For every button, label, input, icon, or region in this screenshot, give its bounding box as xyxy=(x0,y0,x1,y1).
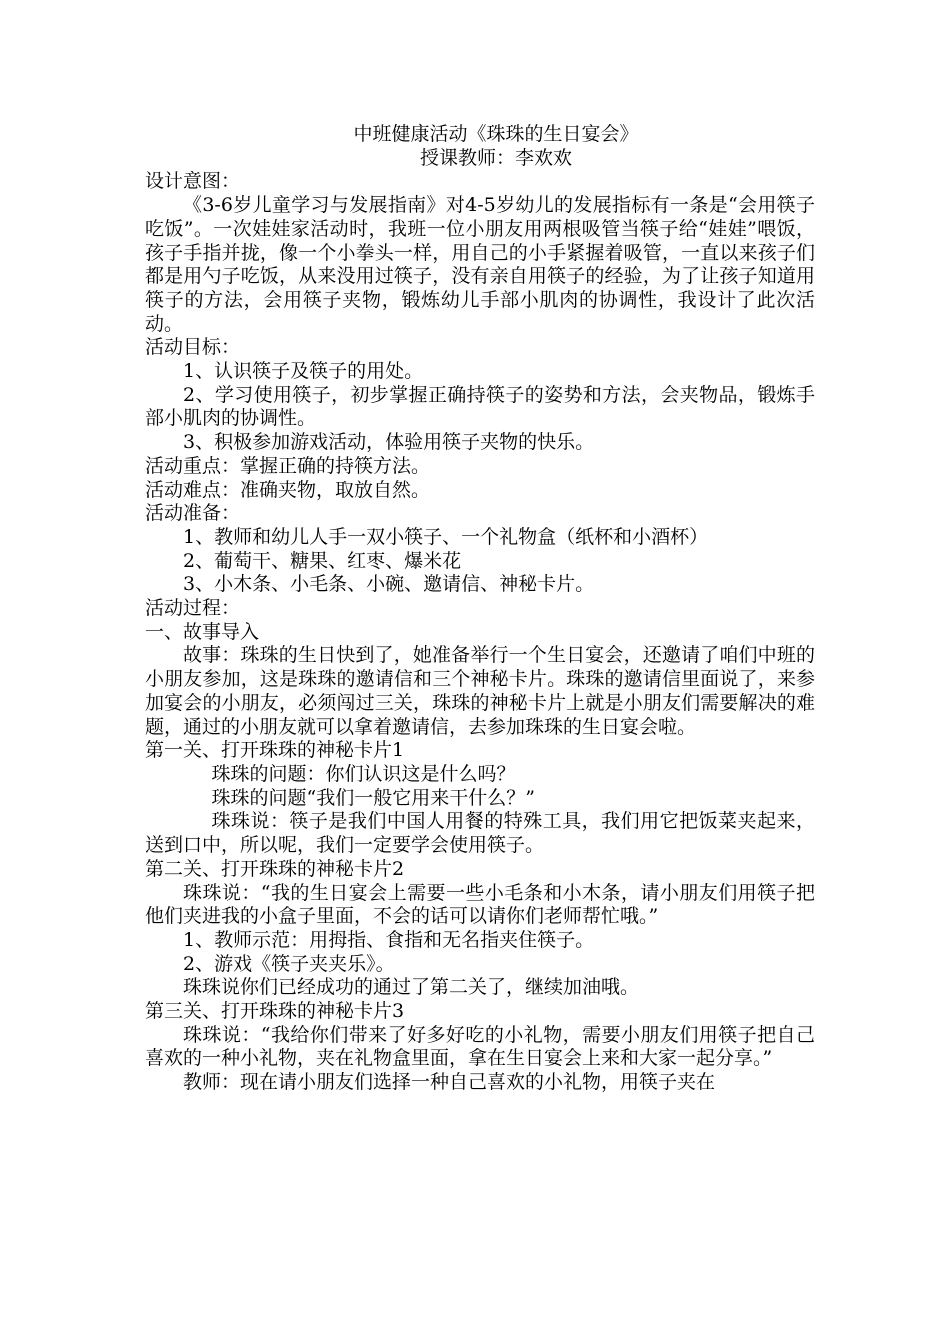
goals-heading: 活动目标： xyxy=(145,336,241,359)
goal-item-1: 1、认识筷子及筷子的用处。 xyxy=(183,360,424,383)
level-2-heading: 第二关、打开珠珠的神秘卡片2 xyxy=(145,857,405,880)
teacher-line: 授课教师：李欢欢 xyxy=(419,146,572,169)
level-1-heading: 第一关、打开珠珠的神秘卡片1 xyxy=(145,739,405,762)
level-2-step-2: 2、游戏《筷子夹夹乐》。 xyxy=(183,952,395,975)
difficulty-point: 活动难点：准确夹物，取放自然。 xyxy=(145,478,431,501)
key-point: 活动重点：掌握正确的持筷方法。 xyxy=(145,454,431,477)
design-paragraph: 《3-6岁儿童学习与发展指南》对4-5岁幼儿的发展指标有一条是“会用筷子吃饭”。一次娃娃家活动时，我班一位小朋友用两根吸管当筷子给“娃娃”喂饭，孩子手指并拢，像一个小拳头一样，用自己的小手紧握着吸管，一直以来孩子们都是用勺子吃饭，从来没用过筷子，没有亲自用筷子的经验，为了让孩子知道用筷子的方法，会用筷子夹物，锻炼幼儿手部小肌肉的协调性，我设计了此次活动。 xyxy=(145,194,815,335)
level-3-teacher-line: 教师：现在请小朋友们选择一种自己喜欢的小礼物，用筷子夹在 xyxy=(183,1071,716,1094)
section-heading-1: 一、故事导入 xyxy=(145,620,260,643)
goal-item-3: 3、积极参加游戏活动，体验用筷子夹物的快乐。 xyxy=(183,431,595,454)
level-3-heading: 第三关、打开珠珠的神秘卡片3 xyxy=(145,1000,405,1023)
prep-item-2: 2、葡萄干、糖果、红枣、爆米花 xyxy=(183,549,462,572)
level-1-question-2: 珠珠的问题“我们一般它用来干什么？” xyxy=(211,786,535,809)
level-3-explanation: 珠珠说：“我给你们带来了好多好吃的小礼物，需要小朋友们用筷子把自己喜欢的一种小礼物，夹在礼物盒里面，拿在生日宴会上来和大家一起分享。” xyxy=(145,1023,815,1070)
level-2-step-1: 1、教师示范：用拇指、食指和无名指夹住筷子。 xyxy=(183,928,595,951)
process-heading: 活动过程： xyxy=(145,597,241,620)
prep-item-3: 3、小木条、小毛条、小碗、邀请信、神秘卡片。 xyxy=(183,573,595,596)
document-title: 中班健康活动《珠珠的生日宴会》 xyxy=(353,123,639,145)
prep-item-1: 1、教师和幼儿人手一双小筷子、一个礼物盒（纸杯和小酒杯） xyxy=(183,525,709,548)
level-2-conclusion: 珠珠说你们已经成功的通过了第二关了，继续加油哦。 xyxy=(183,976,640,999)
document-body xyxy=(145,123,815,1095)
goal-item-2: 2、学习使用筷子，初步掌握正确持筷子的姿势和方法，会夹物品，锻炼手部小肌肉的协调性。 xyxy=(145,383,815,430)
level-2-explanation: 珠珠说：“我的生日宴会上需要一些小毛条和小木条，请小朋友们用筷子把他们夹进我的小盒子里面，不会的话可以请你们老师帮忙哦。” xyxy=(145,881,815,928)
story-paragraph: 故事：珠珠的生日快到了，她准备举行一个生日宴会，还邀请了咱们中班的小朋友参加，这是珠珠的邀请信和三个神秘卡片。珠珠的邀请信里面说了，来参加宴会的小朋友，必须闯过三关，珠珠的神秘卡片上就是小朋友们需要解决的难题，通过的小朋友就可以拿着邀请信，去参加珠珠的生日宴会啦。 xyxy=(145,644,815,738)
level-1-question-1: 珠珠的问题：你们认识这是什么吗？ xyxy=(211,762,516,785)
prep-heading: 活动准备： xyxy=(145,502,241,525)
design-heading: 设计意图： xyxy=(145,170,241,193)
level-1-explanation: 珠珠说：筷子是我们中国人用餐的特殊工具，我们用它把饭菜夹起来，送到口中，所以呢，我们一定要学会使用筷子。 xyxy=(145,810,815,857)
